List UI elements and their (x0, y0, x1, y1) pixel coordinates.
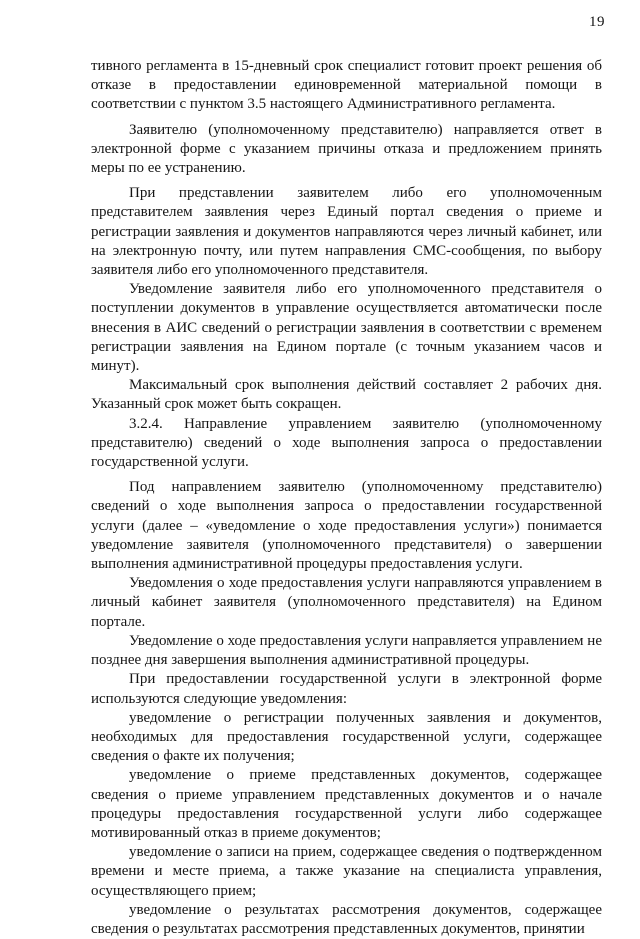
list-item: уведомление о регистрации полученных заявления и документов, необходимых для предоставления государственной услуги, содержащее сведения о факте их получения; (91, 709, 602, 765)
paragraph: Максимальный срок выполнения действий составляет 2 рабочих дня. Указанный срок может быть сокращен. (91, 377, 602, 413)
paragraph: Уведомление о ходе предоставления услуги направляется управлением не позднее дня завершения выполнения административной процедуры. (91, 632, 602, 669)
document-body (91, 57, 602, 939)
paragraph: Уведомления о ходе предоставления услуги направляются управлением в личный кабинет заявителя (уполномоченного представителя) на Едином портале. (91, 575, 602, 630)
paragraph: Под направлением заявителю (уполномоченному представителю) сведений о ходе выполнения запроса о предоставлении государственной услуги (далее – «уведомление о ходе предоставления услуги») понимается уведомление заявителя (уполномоченного представителя) о завершении выполнения административной процедуры предоставления услуги. (91, 479, 602, 573)
paragraph: При представлении заявителем либо его уполномоченным представителем заявления через Единый портал сведения о приеме и регистрации заявления и документов направляются через личный кабинет, или на электронную почту, или путем направления СМС-сообщения, по выбору заявителя либо его уполномоченного представителя. (91, 185, 602, 279)
section-heading-paragraph: 3.2.4. Направление управлением заявителю (уполномоченному представителю) сведений о ходе выполнения запроса о предоставлении государственной услуги. (91, 415, 602, 471)
page-number: 19 (589, 14, 605, 30)
paragraph: Уведомление заявителя либо его уполномоченного представителя о поступлении документов в управление осуществляется автоматически после внесения в АИС сведений о регистрации заявления в соответствии с временем регистрации заявления на Едином портале (с точным указанием часов и минут). (91, 281, 602, 375)
paragraph-continuation: тивного регламента в 15-дневный срок специалист готовит проект решения об отказе в предоставлении единовременной материальной помощи в соответствии с пунктом 3.5 настоящего Административного регламента. (91, 58, 602, 113)
list-item: уведомление о результатах рассмотрения документов, содержащее сведения о результатах рассмотрения представленных документов, принятии (91, 901, 602, 937)
paragraph: Заявителю (уполномоченному представителю) направляется ответ в электронной форме с указанием причины отказа и предложением принять меры по ее устранению. (91, 121, 602, 177)
paragraph: При предоставлении государственной услуги в электронной форме используются следующие уведомления: (91, 671, 602, 707)
list-item: уведомление о записи на прием, содержащее сведения о подтвержденном времени и месте приема, а также указание на специалиста управления, осуществляющего прием; (91, 844, 602, 899)
list-item: уведомление о приеме представленных документов, содержащее сведения о приеме управлением представленных документов и о начале процедуры предоставления государственной услуги либо содержащее мотивированный отказ в приеме документов; (91, 767, 602, 841)
